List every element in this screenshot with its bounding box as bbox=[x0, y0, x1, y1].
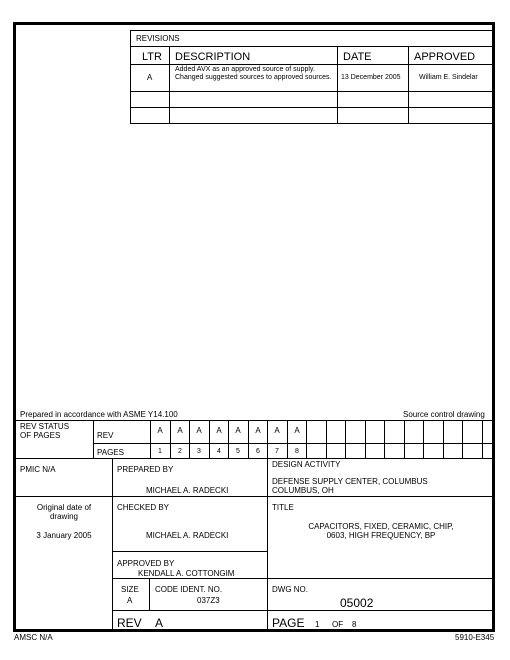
size-label: SIZE bbox=[121, 585, 139, 594]
title-label: TITLE bbox=[272, 503, 294, 512]
original-date-value: 3 January 2005 bbox=[36, 531, 92, 540]
code-ident-label: CODE IDENT. NO. bbox=[155, 585, 223, 594]
dwg-no-value: 05002 bbox=[340, 596, 374, 610]
rev-status-cell: A bbox=[157, 426, 163, 435]
grid-line bbox=[462, 420, 463, 458]
rev-row-label: REV bbox=[97, 431, 114, 440]
grid-line bbox=[404, 420, 405, 458]
grid-line bbox=[345, 420, 346, 458]
grid-line bbox=[443, 420, 444, 458]
grid-line bbox=[112, 578, 493, 579]
rev-table-col-line bbox=[337, 46, 338, 124]
rev-status-cell: A bbox=[255, 426, 261, 435]
rev-table-divider bbox=[130, 64, 493, 65]
grid-line bbox=[267, 458, 268, 630]
footer-left: AMSC N/A bbox=[14, 633, 53, 642]
page-number-cell: 2 bbox=[178, 448, 182, 455]
header-approved: APPROVED bbox=[414, 51, 476, 63]
pages-row-label: PAGES bbox=[97, 448, 124, 457]
grid-line bbox=[93, 420, 94, 458]
grid-line bbox=[112, 610, 493, 611]
rev-table-divider bbox=[130, 91, 493, 92]
revision-approved: William E. Sindelar bbox=[419, 74, 478, 81]
header-ltr: LTR bbox=[142, 51, 162, 63]
drawing-border bbox=[13, 22, 495, 632]
rev-status-label: REV STATUS OF PAGES bbox=[20, 422, 70, 441]
revision-date: 13 December 2005 bbox=[341, 74, 401, 81]
page-number-cell: 3 bbox=[197, 448, 201, 455]
grid-line bbox=[423, 420, 424, 458]
rev-status-cell: A bbox=[216, 426, 222, 435]
rev-table-divider bbox=[130, 107, 493, 108]
footer-right: 5910-E345 bbox=[455, 633, 495, 642]
grid-line bbox=[16, 420, 493, 421]
header-description: DESCRIPTION bbox=[175, 51, 251, 63]
design-activity-label: DESIGN ACTIVITY bbox=[272, 460, 341, 469]
rev-status-cell: A bbox=[177, 426, 183, 435]
page-number-cell: 5 bbox=[236, 448, 240, 455]
rev-label: REV bbox=[117, 616, 142, 630]
rev-status-cell: A bbox=[274, 426, 280, 435]
revision-ltr: A bbox=[147, 73, 153, 82]
asme-note: Prepared in accordance with ASME Y14.100 bbox=[20, 410, 178, 419]
checked-by-name: MICHAEL A. RADECKI bbox=[146, 531, 229, 540]
original-date-label: Original date of drawing bbox=[36, 503, 92, 522]
grid-line bbox=[16, 496, 493, 497]
prepared-by-name: MICHAEL A. RADECKI bbox=[146, 486, 229, 495]
page-number-cell: 6 bbox=[256, 448, 260, 455]
page-number-cell: 8 bbox=[295, 448, 299, 455]
rev-status-cell: A bbox=[294, 426, 300, 435]
page-of: OF bbox=[332, 620, 344, 629]
page-current: 1 bbox=[315, 620, 320, 629]
page-label: PAGE bbox=[272, 616, 305, 630]
rev-table-divider bbox=[130, 46, 493, 47]
pmic-label: PMIC N/A bbox=[20, 465, 56, 474]
approved-by-label: APPROVED BY bbox=[117, 559, 175, 568]
grid-line bbox=[112, 551, 267, 552]
grid-line bbox=[482, 420, 483, 458]
title-value: CAPACITORS, FIXED, CERAMIC, CHIP, 0603, HIGH FREQUENCY, BP bbox=[308, 522, 454, 541]
source-control-note: Source control drawing bbox=[403, 410, 485, 419]
page-number-cell: 4 bbox=[217, 448, 221, 455]
page-number-cell: 7 bbox=[275, 448, 279, 455]
page-total: 8 bbox=[352, 620, 357, 629]
rev-table-left-border bbox=[130, 30, 131, 124]
size-value: A bbox=[127, 596, 133, 605]
rev-table-col-line bbox=[408, 46, 409, 124]
grid-line bbox=[16, 458, 493, 459]
revisions-title: REVISIONS bbox=[136, 34, 180, 43]
rev-table-divider bbox=[130, 123, 493, 124]
code-ident-value: 037Z3 bbox=[197, 596, 220, 605]
design-activity-value: DEFENSE SUPPLY CENTER, COLUMBUS COLUMBUS, OH bbox=[272, 477, 428, 496]
grid-line bbox=[149, 578, 150, 610]
rev-table-col-line bbox=[169, 46, 170, 124]
header-date: DATE bbox=[343, 51, 372, 63]
rev-value: A bbox=[155, 616, 164, 630]
approved-by-name: KENDALL A. COTTONGIM bbox=[138, 569, 235, 578]
dwg-no-label: DWG NO. bbox=[272, 585, 308, 594]
grid-line bbox=[365, 420, 366, 458]
prepared-by-label: PREPARED BY bbox=[117, 465, 174, 474]
grid-line bbox=[326, 420, 327, 458]
grid-line bbox=[93, 443, 493, 444]
checked-by-label: CHECKED BY bbox=[117, 503, 170, 512]
grid-line bbox=[384, 420, 385, 458]
grid-line bbox=[112, 458, 113, 630]
revision-description: Added AVX as an approved source of supply. Changed suggested sources to approved sources. bbox=[175, 66, 332, 82]
rev-status-cell: A bbox=[196, 426, 202, 435]
rev-status-cell: A bbox=[235, 426, 241, 435]
rev-table-top-border bbox=[130, 30, 493, 31]
page-number-cell: 1 bbox=[158, 448, 162, 455]
